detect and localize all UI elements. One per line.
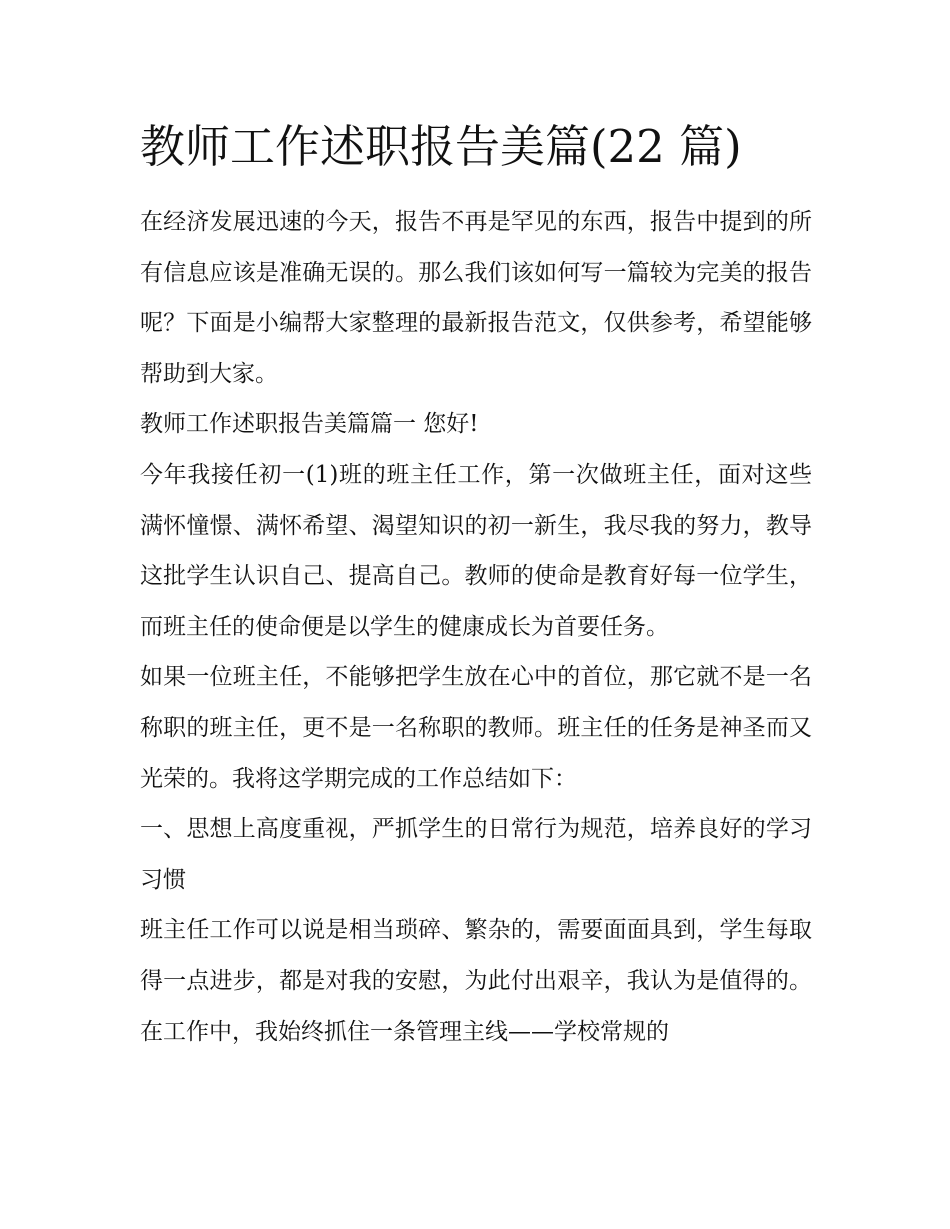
paragraph-section-heading: 教师工作述职报告美篇篇一 您好!	[140, 411, 479, 438]
paragraph-intro: 在经济发展迅速的今天，报告不再是罕见的东西，报告中提到的所有信息应该是准确无误的。那么我们该如何写一篇较为完美的报告呢？下面是小编帮大家整理的最新报告范文，仅供参考，希望能够帮助到大家。	[140, 209, 812, 387]
paragraph-responsibility: 如果一位班主任，不能够把学生放在心中的首位，那它就不是一名称职的班主任，更不是一名称职的教师。班主任的任务是神圣而又光荣的。我将这学期完成的工作总结如下：	[140, 664, 812, 792]
paragraph-point-one: 一、思想上高度重视，严抓学生的日常行为规范，培养良好的学习习惯	[140, 816, 812, 893]
paragraph-work-detail: 班主任工作可以说是相当琐碎、繁杂的，需要面面具到，学生每取得一点进步，都是对我的安慰，为此付出艰辛，我认为是值得的。在工作中，我始终抓住一条管理主线——学校常规的	[140, 917, 812, 1045]
document-body	[140, 197, 812, 1057]
document-title: 教师工作述职报告美篇(22 篇)	[140, 120, 742, 173]
paragraph-class-teacher: 今年我接任初一(1)班的班主任工作，第一次做班主任，面对这些满怀憧憬、满怀希望、渴望知识的初一新生，我尽我的努力，教导这批学生认识自己、提高自己。教师的使命是教育好每一位学生，而班主任的使命便是以学生的健康成长为首要任务。	[140, 461, 812, 640]
